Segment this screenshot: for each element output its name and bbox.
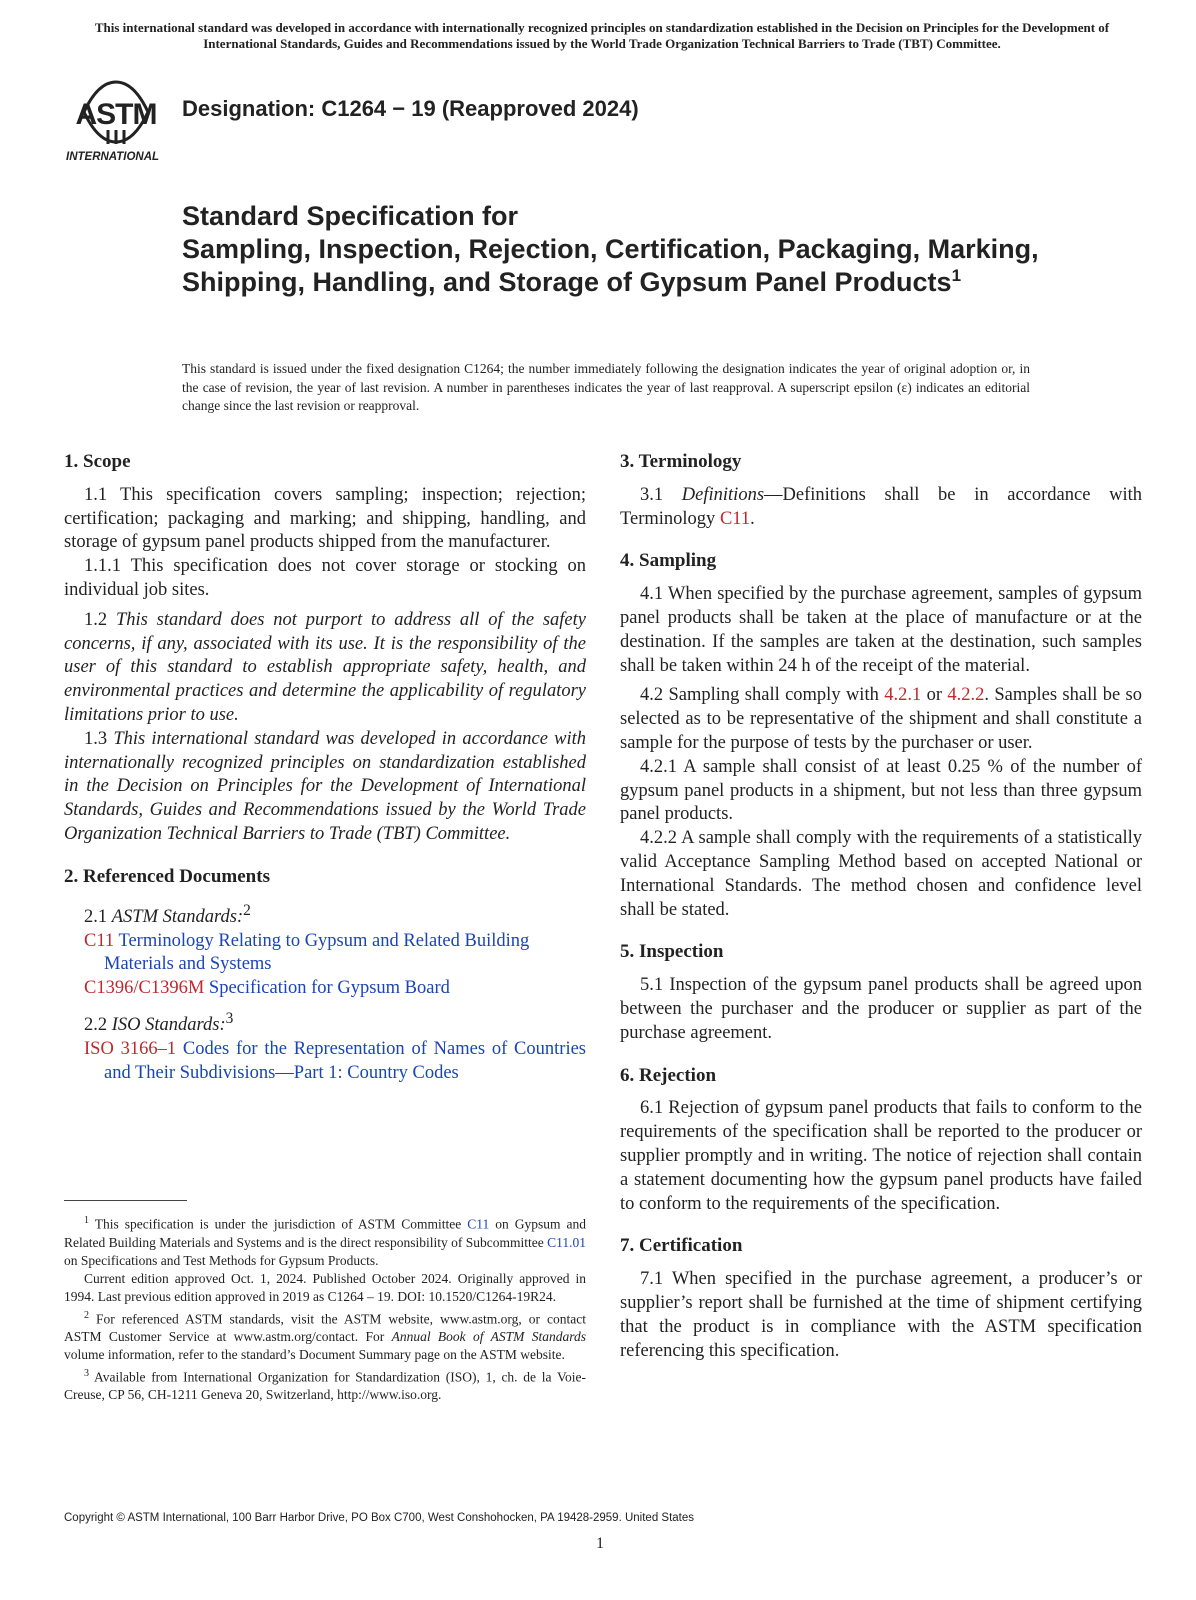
- section-6-heading: 6. Rejection: [620, 1064, 717, 1086]
- iso-standards-label: ISO Standards:: [111, 1015, 226, 1036]
- reference-c11-code[interactable]: C11: [84, 930, 115, 951]
- link-4-2-2[interactable]: 4.2.2: [947, 685, 985, 706]
- paragraph-1-3-text: This international standard was developed in accordance with internationally recognized principles on standardization established in the Decision on Principles for the Development of International Standards, Guides and Recommendations issued by the World Trade Organization Technical Barriers to Trade (TBT) Committee.: [64, 728, 587, 844]
- footnote-1-edition: Current edition approved Oct. 1, 2024. Published October 2024. Originally approved in 1994. Last previous edition approved in 2019 as C1264 – 19. DOI: 10.1520/C1264-19R24.: [64, 1271, 586, 1305]
- paragraph-4-2-text-a: 4.2 Sampling shall comply with: [640, 685, 885, 706]
- footnote-divider: [64, 1200, 187, 1201]
- section-3-heading: 3. Terminology: [620, 451, 742, 472]
- footnote-2: [64, 1307, 586, 1365]
- paragraph-3-1-end: .: [750, 508, 755, 529]
- footnote-2-text-b: volume information, refer to the standard’s Document Summary page on the ASTM website.: [64, 1347, 565, 1363]
- definitions-label: Definitions: [681, 484, 765, 505]
- page-number: 1: [596, 1535, 604, 1552]
- paragraph-1-2: [64, 609, 586, 728]
- paragraph-1-2-number: 1.2: [84, 609, 108, 630]
- reference-c1396-title[interactable]: Specification for Gypsum Board: [208, 978, 450, 999]
- footnote-1-text-b: on Gypsum and Related Building Materials and Systems and is the direct responsibility of Subcommittee: [64, 1216, 586, 1250]
- paragraph-4-2-or: or: [921, 685, 948, 706]
- footnote-1: [64, 1212, 586, 1270]
- left-column: [64, 450, 586, 1085]
- title-footnote-mark: 1: [951, 266, 962, 285]
- copyright-line: Copyright © ASTM International, 100 Barr Harbor Drive, PO Box C700, West Conshohocken, PA 19428-2959. United States: [64, 1512, 695, 1524]
- paragraph-7-1: 7.1 When specified in the purchase agreement, a producer’s or supplier’s report shall be furnished at the time of shipment certifying that the product is in compliance with the ASTM specification referencing this specification.: [620, 1269, 1142, 1361]
- paragraph-3-1-text: —Definitions shall be in accordance with Terminology: [620, 484, 1142, 529]
- header-notice: This international standard was developed in accordance with internationally recognized principles on standardization established in the Decision on Principles for the Development of International Standards, Guides and Recommendations issued by the World Trade Organization Technical Barriers to Trade (TBT) Committee.: [94, 20, 1110, 51]
- footnote-2-mark: 2: [84, 1309, 89, 1321]
- footnote-c11-link[interactable]: C11: [467, 1216, 490, 1232]
- paragraph-4-2: [620, 684, 1142, 755]
- footnote-c11-01-link[interactable]: C11.01: [547, 1234, 586, 1250]
- paragraph-4-2-1: 4.2.1 A sample shall consist of at least 0.25 % of the number of gypsum panel products in a shipment, but not less than three gypsum panel products.: [620, 756, 1142, 825]
- reference-iso-3166-code[interactable]: ISO 3166–1: [84, 1038, 177, 1059]
- paragraph-5-1: 5.1 Inspection of the gypsum panel products shall be agreed upon between the purchaser and the producer or supplier as part of the purchase agreement.: [620, 975, 1142, 1043]
- footnote-1-text-c: on Specifications and Test Methods for Gypsum Products.: [64, 1252, 379, 1268]
- reference-c11[interactable]: [84, 930, 586, 978]
- footnote-3-text: Available from International Organization for Standardization (ISO), 1, ch. de la Voie-Creuse, CP 56, CH-1211 Geneva 20, Switzerland, http://www.iso.org.: [64, 1369, 586, 1403]
- section-1-heading: 1. Scope: [64, 451, 131, 472]
- logo-caption: INTERNATIONAL: [66, 151, 160, 163]
- footnote-2-text-a: For referenced ASTM standards, visit the ASTM website, www.astm.org, or contact ASTM Customer Service at www.astm.org/contact. For: [64, 1311, 586, 1345]
- footnote-1-text-a: This specification is under the jurisdiction of ASTM Committee: [89, 1216, 468, 1232]
- title-line-2: [182, 233, 1082, 299]
- reference-c1396[interactable]: [84, 977, 586, 1001]
- footnote-3: [64, 1365, 586, 1405]
- issued-note: This standard is issued under the fixed designation C1264; the number immediately following the designation indicates the year of original adoption or, in the case of revision, the year of last revision. A number in parentheses indicates the year of last reapproval. A superscript epsilon (ε) indicates an editorial change since the last revision or reapproval.: [182, 361, 1030, 413]
- section-7-heading: 7. Certification: [620, 1235, 743, 1257]
- section-5-heading: 5. Inspection: [620, 941, 724, 963]
- astm-standards-number: 2.1: [84, 906, 108, 927]
- designation: Designation: C1264 − 19 (Reapproved 2024): [182, 96, 639, 121]
- link-4-2-1[interactable]: 4.2.1: [884, 685, 922, 706]
- section-2-heading: 2. Referenced Documents: [64, 865, 270, 887]
- right-column: [620, 450, 1142, 1363]
- paragraph-1-2-text: This standard does not purport to address all of the safety concerns, if any, associated with its use. It is the responsibility of the user of this standard to establish appropriate safety, health, and environmental practices and determine the applicability of regulatory limitations prior to use.: [64, 609, 586, 725]
- paragraph-1-1: 1.1 This specification covers sampling; inspection; rejection; certification; packaging and marking; and shipping, handling, and storage of gypsum panel products shipped from the manufacturer.: [64, 484, 586, 553]
- paragraph-3-1-number: 3.1: [640, 484, 664, 505]
- paragraph-1-3-number: 1.3: [84, 728, 108, 749]
- paragraph-4-2-2: 4.2.2 A sample shall comply with the requirements of a statistically valid Acceptance Sampling Method based on accepted National or International Standards. The method chosen and confidence level shall be stated.: [620, 828, 1142, 920]
- paragraph-3-1: [620, 484, 1142, 532]
- paragraph-6-1: 6.1 Rejection of gypsum panel products that fails to conform to the requirements of the specification shall be reported to the producer or supplier promptly and in writing. The notice of rejection shall contain a statement documenting how the gypsum panel products have failed to conform to the requirements of the specification.: [620, 1098, 1142, 1214]
- reference-c1396-code[interactable]: C1396/C1396M: [84, 978, 205, 999]
- paragraph-1-3: [64, 728, 586, 847]
- paragraph-2-1: [64, 899, 586, 930]
- reference-iso-3166-title[interactable]: Codes for the Representation of Names of Countries and Their Subdivisions—Part 1: Country Codes: [104, 1038, 586, 1083]
- paragraph-4-1: 4.1 When specified by the purchase agreement, samples of gypsum panel products shall be taken at the place of manufacture or at the destination. If the samples are taken at the destination, such samples shall be taken within 24 h of the receipt of the material.: [620, 584, 1142, 676]
- title-main: Sampling, Inspection, Rejection, Certification, Packaging, Marking, Shipping, Handling, and Storage of Gypsum Panel Products: [182, 234, 1039, 297]
- reference-c11-title[interactable]: Terminology Relating to Gypsum and Related Building Materials and Systems: [104, 930, 530, 975]
- logo-letters: ASTM: [75, 98, 157, 131]
- paragraph-4-2-text-b: . Samples shall be so selected as to be representative of the shipment and shall constitute a sample for the purpose of tests by the purchaser or user.: [620, 685, 1142, 753]
- iso-standards-number: 2.2: [84, 1015, 108, 1036]
- section-4-heading: 4. Sampling: [620, 550, 717, 572]
- paragraph-2-2: [64, 1007, 586, 1038]
- footnote-3-mark: 3: [84, 1367, 89, 1379]
- footnotes: [64, 1212, 586, 1405]
- terminology-c11-link[interactable]: C11: [719, 508, 751, 529]
- astm-logo: [64, 72, 168, 164]
- astm-standards-footnote-mark: 2: [243, 901, 251, 919]
- footnote-2-italic: Annual Book of ASTM Standards: [391, 1329, 586, 1345]
- document-title: [182, 200, 1082, 299]
- paragraph-1-1-1: 1.1.1 This specification does not cover storage or stocking on individual job sites.: [64, 556, 586, 600]
- footnote-1-mark: 1: [84, 1215, 89, 1226]
- reference-iso-3166[interactable]: [84, 1038, 586, 1086]
- iso-standards-footnote-mark: 3: [225, 1009, 234, 1027]
- astm-standards-label: ASTM Standards:: [111, 906, 244, 927]
- title-line-1: Standard Specification for: [182, 201, 519, 231]
